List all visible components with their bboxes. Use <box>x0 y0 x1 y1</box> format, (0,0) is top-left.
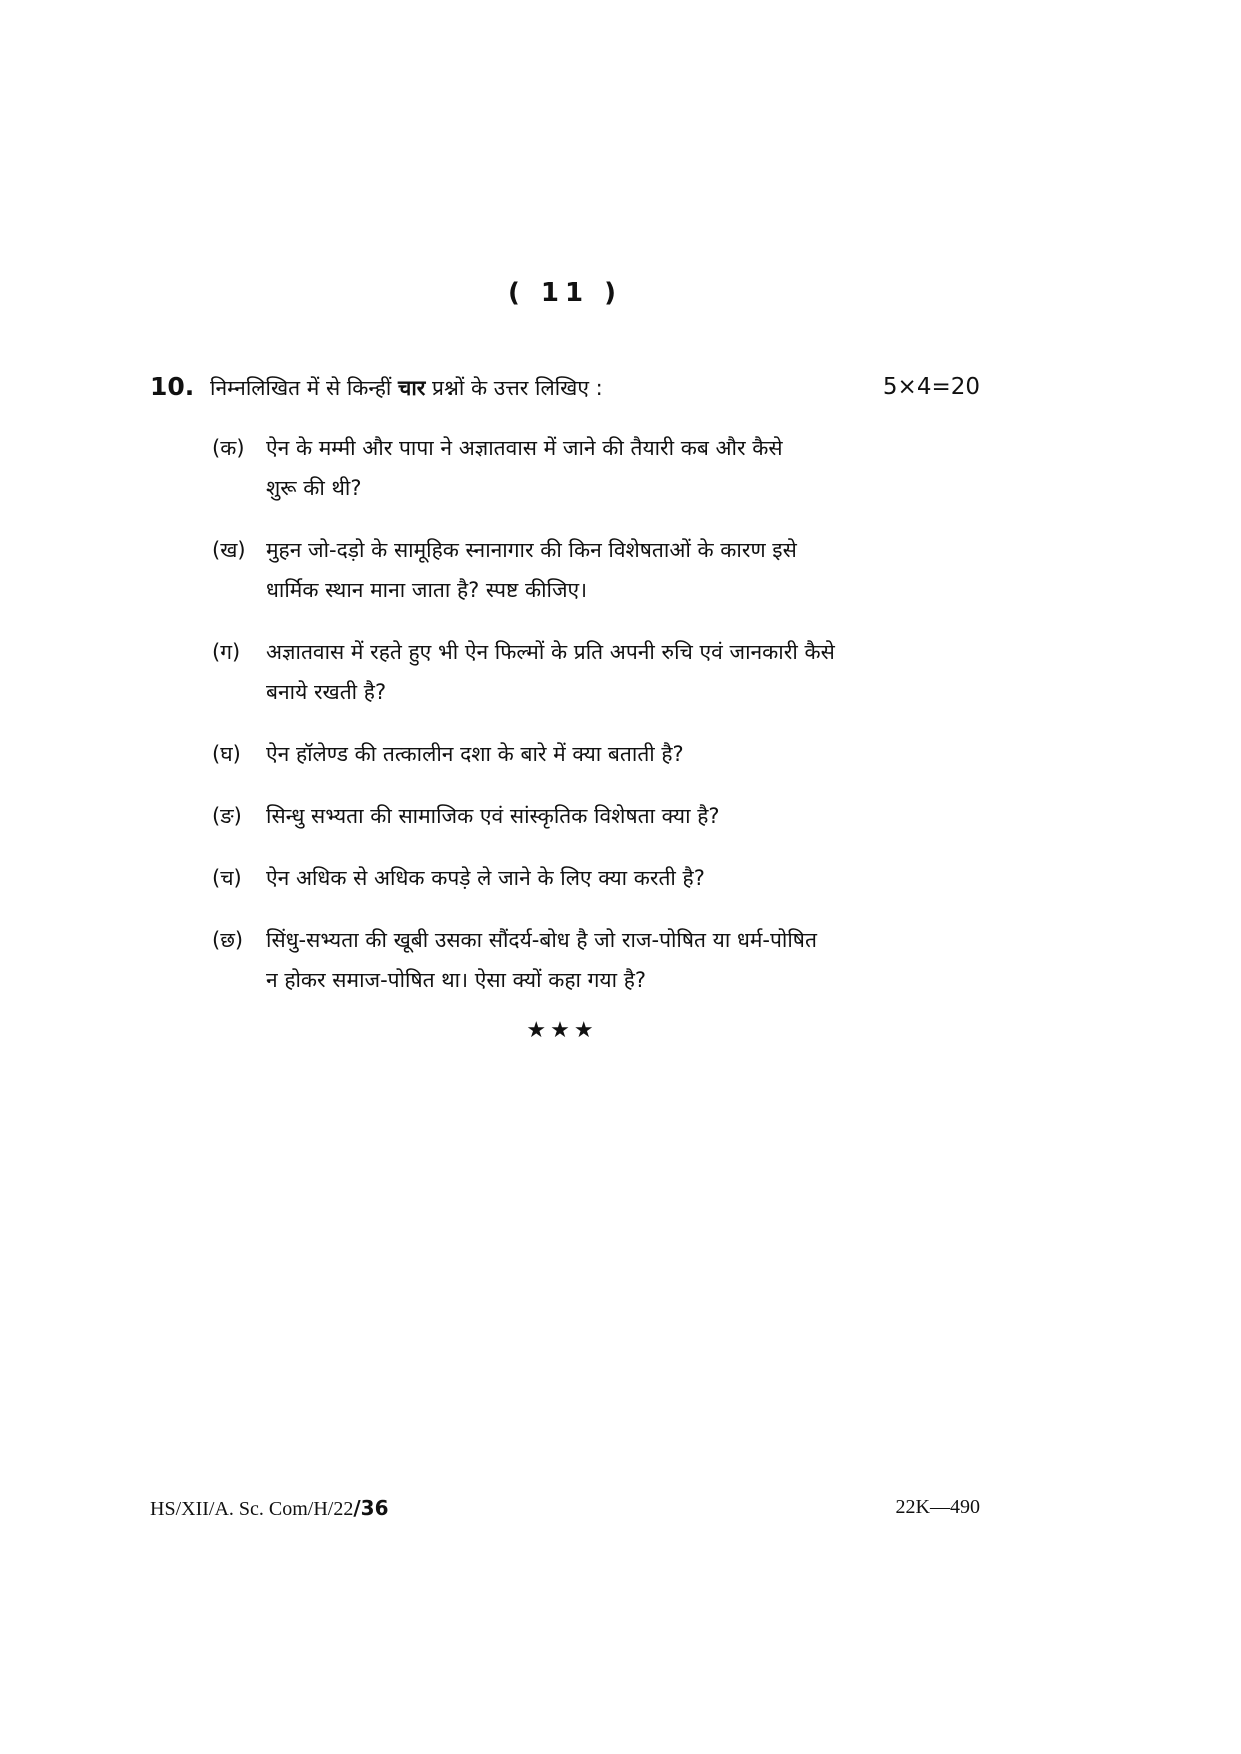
sub-question-ka <box>212 428 932 508</box>
sub-question-line-2: बनाये रखती है? <box>266 680 387 704</box>
sub-question-nga <box>212 796 932 836</box>
sub-question-list <box>212 428 932 1022</box>
sub-question-line-1: अज्ञातवास में रहते हुए भी ऐन फिल्मों के प्रति अपनी रुचि एवं जानकारी कैसे <box>266 640 835 664</box>
sub-question-marker: (क) <box>212 436 245 460</box>
sub-question-marker: (ङ) <box>212 804 242 828</box>
sub-question-marker: (ख) <box>212 538 246 562</box>
paper-code-prefix: HS/XII/A. Sc. Com/H/22 <box>150 1498 354 1520</box>
sub-question-cha <box>212 858 932 898</box>
sub-question-marker: (घ) <box>212 742 241 766</box>
question-marks: 5×4=20 <box>882 374 980 400</box>
sub-question-line-1: ऐन अधिक से अधिक कपड़े ले जाने के लिए क्या करती है? <box>266 866 705 890</box>
sub-question-gha <box>212 734 932 774</box>
sub-question-ga <box>212 632 932 712</box>
print-code: 22K—490 <box>895 1496 980 1518</box>
sub-question-line-2: न होकर समाज-पोषित था। ऐसा क्यों कहा गया है? <box>266 968 647 992</box>
sub-question-kha <box>212 530 932 610</box>
page-number: ( 11 ) <box>507 278 623 308</box>
instruction-text-end: प्रश्नों के उत्तर लिखिए : <box>425 376 603 400</box>
sub-question-line-2: धार्मिक स्थान माना जाता है? स्पष्ट कीजिए। <box>266 578 588 602</box>
sub-question-line-1: मुहन जो-दड़ो के सामूहिक स्नानागार की किन विशेषताओं के कारण इसे <box>266 538 797 562</box>
end-stars: ★★★ <box>526 1018 598 1043</box>
sub-question-chha <box>212 920 932 1000</box>
question-number: 10. <box>150 372 195 401</box>
sub-question-marker: (च) <box>212 866 242 890</box>
question-header <box>150 372 980 412</box>
sub-question-line-1: सिंधु-सभ्यता की खूबी उसका सौंदर्य-बोध है जो राज-पोषित या धर्म-पोषित <box>266 928 817 952</box>
paper-code <box>150 1496 388 1521</box>
instruction-text-start: निम्नलिखित में से किन्हीं <box>210 376 398 400</box>
question-instruction <box>210 374 603 402</box>
sub-question-line-1: ऐन के मम्मी और पापा ने अज्ञातवास में जाने की तैयारी कब और कैसे <box>266 436 783 460</box>
instruction-emphasis: चार <box>397 376 426 400</box>
page-footer <box>150 1496 980 1526</box>
sub-question-marker: (ग) <box>212 640 241 664</box>
sub-question-line-1: सिन्धु सभ्यता की सामाजिक एवं सांस्कृतिक विशेषता क्या है? <box>266 804 720 828</box>
sub-question-line-1: ऐन हॉलेण्ड की तत्कालीन दशा के बारे में क्या बताती है? <box>266 742 684 766</box>
sub-question-line-2: शुरू की थी? <box>266 476 362 500</box>
paper-code-suffix: /36 <box>353 1496 389 1520</box>
sub-question-marker: (छ) <box>212 928 244 952</box>
